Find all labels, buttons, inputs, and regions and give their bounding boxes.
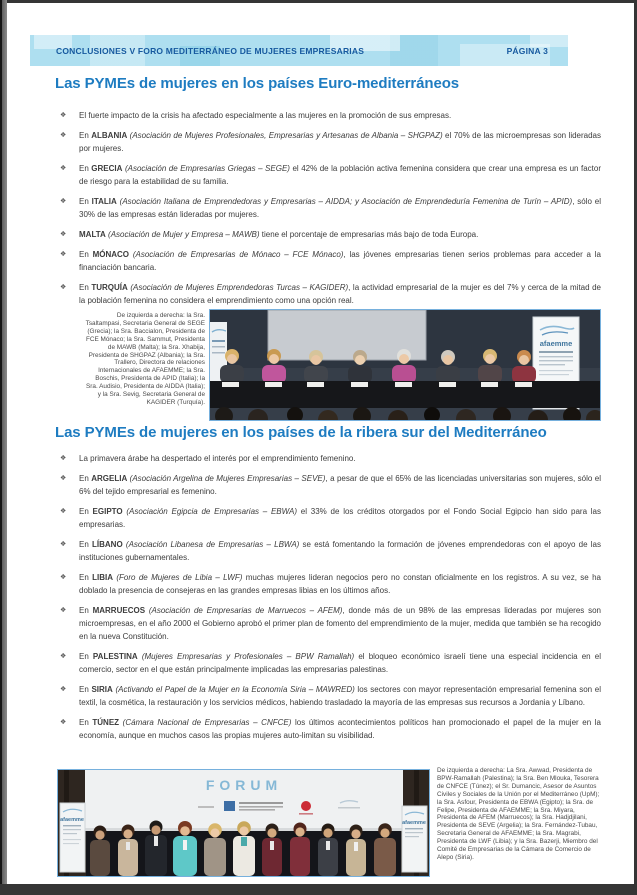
list-item: ❖ En ITALIA (Asociación Italiana de Emprendedoras y Empresarias – AIDDA; y Asociación de Emprendeduría Femenina de Turín – APID), sólo el 30% de las empresas están lideradas por mujeres. [60,197,601,219]
list-item: ❖ En TURQUÍA (Asociación de Mujeres Emprendedoras Turcas – KAGIDER), la actividad empresarial de la mujer es del 7% y cerca de la mitad de la población femenina no considera el emprendimiento como una opción real. [60,283,601,305]
list-item: ❖ En PALESTINA (Mujeres Empresarias y Profesionales – BPW Ramallah) el bloqueo económico israelí tiene una especial incidencia en el comercio, sector en el que están principalmente implicadas las empresarias palestinas. [60,652,601,674]
photo1-caption: De izquierda a derecha: la Sra. Tsaltampasi, Secretaria General de SEGE (Grecia); la Sra. Baccialon, Presidenta de FCE Mónaco; la Sra. Sammut, Presidenta de MAWB (Malta); la Sra. Xhabija, Presidenta de SHGPAZ (Albania); la Sra. Trallero, Directora de relaciones Internacionales de AFAEMME; la Sra. Boschis, Presidenta de APID (Italia); la Sra. Audisio, Presidenta de AIDDA (Italia); y la Sra. Sevig, Secretaria General de KAGIDER (Turquía). [85,312,205,406]
diamond-bullet-icon: ❖ [60,574,67,581]
list-item: ❖ En ALBANIA (Asociación de Mujeres Profesionales, Empresarias y Artesanas de Albania – SHGPAZ) el 70% de las microempresas son lideradas por mujeres. [60,131,602,153]
list-item: ❖ En LIBIA (Foro de Mujeres de Libia – LWF) muchas mujeres lideran negocios pero no constan oficialmente en los registros. A su vez, se ha doblado la presencia de consejeras en las grandes empresas libias en los últimos años. [60,573,601,595]
header-banner [30,35,568,66]
scan-edge-strip [0,0,7,884]
header-title: CONCLUSIONES V FORO MEDITERRÁNEO DE MUJERES EMPRESARIAS [56,45,365,56]
afaemme-banner-text: afaemme [539,339,573,348]
list-item: ❖ En MARRUECOS (Asociación de Empresarias de Marruecos – AFEM), donde más de un 98% de las empresas lideradas por mujeres son microempresas, en el año 2000 el Gobierno aprobó el primer plan de fomento del emprendimiento de la mujer, medida que también se ha recogido en la nueva Constitución. [60,606,601,641]
diamond-bullet-icon: ❖ [60,284,67,291]
document-page [7,3,634,884]
section1-list [60,109,601,314]
list-item: ❖ En LÍBANO (Asociación Libanesa de Empresarias – LBWA) se está fomentando la formación de jóvenes emprendedoras con el apoyo de las instituciones gubernamentales. [60,540,601,562]
afaemme-banner-text: afaemme [402,820,426,826]
photo2-caption: De izquierda a derecha: La Sra. Awwad, Presidenta de BPW-Ramallah (Palestina); la Sra. Ben Mlouka, Tesorera de CNFCE (Túnez); el Sr. Dumancic, Asesor de Asuntos Civiles y Sociales de la Unión por el Mediterráneo (UpM); la Sra. Asfour, Presidenta de EBWA (Egipto); la Sra. de Felipe, Presidenta de AFAEMME; la Sra. Miyara, Presidenta de AFEM (Marruecos); la Sra. Hadjdjilani, Presidenta de SEVE (Argelia); la Sra. Fernández-Tubau, Secretaria General de AFAEMME; la Sra. Magrabi, Presidenta de LWF (Libia); y la Sra. Bazerji, Miembro del Comité de Empresarias de la Cámara de Comercio de Alepo (Siria). [437,767,600,861]
afaemme-rollup-right [402,806,427,872]
diamond-bullet-icon: ❖ [60,719,67,726]
list-item: ❖ El fuerte impacto de la crisis ha afectado especialmente a las mujeres en la promoción de sus empresas. [60,111,452,120]
diamond-bullet-icon: ❖ [60,198,67,205]
diamond-bullet-icon: ❖ [60,508,67,515]
list-item: ❖ En MÓNACO (Asociación de Empresarias de Mónaco – FCE Mónaco), las jóvenes empresarias tienen serios problemas para acceder a la financiación bancaria. [60,250,601,272]
list-item: ❖ En EGIPTO (Asociación Egipcia de Empresarias – EBWA) el 33% de los créditos otorgados por el Fondo Social Egipcio han sido para las empresarias. [60,507,602,529]
list-item: ❖ La primavera árabe ha despertado el interés por el emprendimiento femenino. [60,454,356,463]
forum-screen-text: FORUM [205,777,283,793]
section2-title: Las PYMEs de mujeres en los países de la ribera sur del Mediterráneo [55,424,547,441]
list-item: ❖ En TÚNEZ (Cámara Nacional de Empresarias – CNFCE) los últimos acontecimientos políticos han promocionado el papel de la mujer en la economía, aunque en muchos casos las propias mujeres auto-limitan su visibilidad. [60,718,602,740]
diamond-bullet-icon: ❖ [60,475,67,482]
diamond-bullet-icon: ❖ [60,165,67,172]
afaemme-rollup-left [60,803,85,872]
afaemme-banner-text: afaemme [60,817,84,823]
group-photo [57,769,430,877]
diamond-bullet-icon: ❖ [60,686,67,693]
section1-title: Las PYMEs de mujeres en los países Euro-mediterráneos [55,75,460,92]
panel-photo [209,309,601,421]
diamond-bullet-icon: ❖ [60,112,67,119]
diamond-bullet-icon: ❖ [60,607,67,614]
list-item: ❖ MALTA (Asociación de Mujer y Empresa – MAWB) tiene el porcentaje de empresarias más bajo de toda Europa. [60,230,479,239]
list-item: ❖ En ARGELIA (Asociación Argelina de Mujeres Empresarias – SEVE), a pesar de que el 65% de las licenciadas universitarias son mujeres, sólo el 6% del tejido empresarial es femenino. [60,474,602,496]
section2-list [60,452,601,749]
header-page-number: PÁGINA 3 [506,45,548,56]
diamond-bullet-icon: ❖ [60,132,67,139]
diamond-bullet-icon: ❖ [60,541,67,548]
diamond-bullet-icon: ❖ [60,251,67,258]
diamond-bullet-icon: ❖ [60,653,67,660]
list-item: ❖ En SIRIA (Activando el Papel de la Mujer en la Economía Siria – MAWRED) los sectores con mayor representación empresarial femenina son el textil, la cosmética, la restauración y los servicios médicos, habiendo trasladado la mayoría de las empresas sus recursos a Jordania y Líbano. [60,685,601,707]
diamond-bullet-icon: ❖ [60,455,67,462]
diamond-bullet-icon: ❖ [60,231,67,238]
list-item: ❖ En GRECIA (Asociación de Empresarias Griegas – SEGE) el 42% de la población activa femenina considera que crear una empresa es un factor de riesgo para la estabilidad de su familia. [60,164,602,186]
panel-table [210,381,600,408]
